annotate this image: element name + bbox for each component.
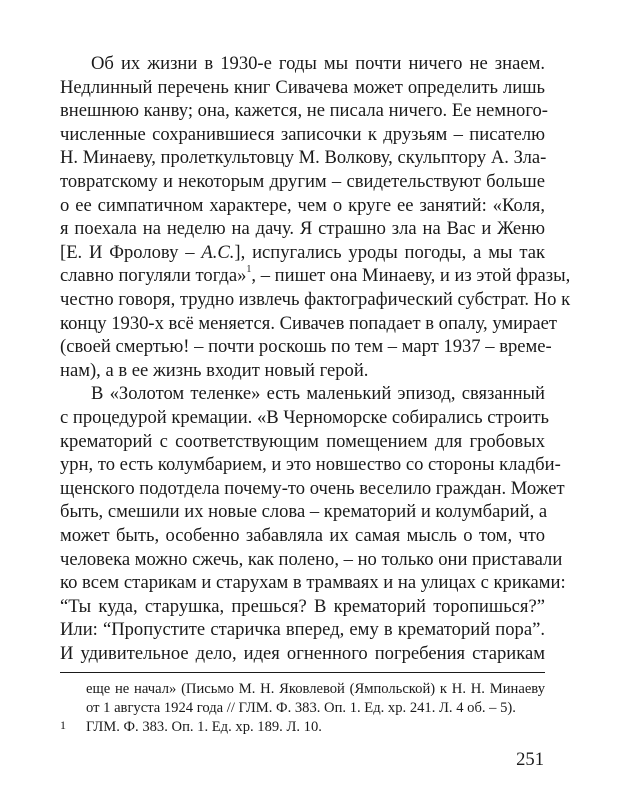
text-line: Об их жизни в 1930-е годы мы почти ничего не знаем. (91, 53, 545, 74)
text-line: И удивительное дело, идея огненного погребения старикам (60, 643, 545, 664)
text-line: человека можно сжечь, как полено, – но только они приставали (60, 548, 563, 570)
text-segment: , – пишет она Минаеву, и из этой фразы, (251, 265, 571, 287)
text-line: В «Золотом теленке» есть маленький эпизод, связанный (91, 383, 545, 405)
text-line: я поехала на неделю на дачу. Я страшно зла на Вас и Женю (60, 218, 545, 240)
text-segment: славно погуляли тогда» (60, 265, 247, 287)
text-line: (своей смертью! – почти роскошь по тем – март 1937 – време- (60, 336, 552, 358)
text-line: о ее симпатичном характере, чем о круге ее занятий: «Коля, (60, 194, 545, 216)
text-line: “Ты куда, старушка, прешься? В крематорий торопишься?” (60, 595, 545, 617)
footnote-continuation-line: еще не начал» (Письмо М. Н. Яковлевой (Ямпольской) к Н. Н. Минаеву (86, 680, 545, 697)
footnote-separator (60, 672, 545, 673)
text-line: с процедурой кремации. «В Черноморске собирались строить (60, 407, 549, 428)
text-line: нам), а в ее жизнь входит новый герой. (60, 359, 369, 381)
text-line: концу 1930-х всё меняется. Сивачев попадает в опалу, умирает (60, 312, 558, 334)
text-line: численные сохранившиеся записочки к друзьям – писателю (60, 123, 545, 145)
footnote-continuation-line: от 1 августа 1924 года // ГЛМ. Ф. 383. Оп. 1. Ед. хр. 241. Л. 4 об. – 5). (86, 699, 516, 716)
footnote-reference[interactable]: 1 (246, 264, 252, 276)
text-line: быть, смешили их новые слова – крематорий и колумбарий, а (60, 501, 548, 523)
text-line: может быть, особенно забавляла их самая мысль о том, что (60, 525, 545, 546)
footnote-text: ГЛМ. Ф. 383. Оп. 1. Ед. хр. 189. Л. 10. (86, 718, 322, 735)
author-initials: А.С. (201, 241, 235, 263)
text-line: внешнюю канву; она, кажется, не писала ничего. Ее немного- (60, 100, 548, 122)
text-line: урн, то есть колумбарием, и это новшество со стороны кладби- (60, 454, 561, 476)
text-line: ко всем старикам и старухам в трамваях и на улицах с криками: (60, 572, 566, 594)
footnote-marker: 1 (60, 717, 66, 732)
text-line: Или: “Пропустите старичка вперед, ему в крематорий пора”. (60, 619, 545, 641)
text-line: щенского подотдела почему-то очень веселило граждан. Может (60, 477, 565, 499)
text-line: товратскому и некоторым другим – свидетельствуют больше (60, 171, 545, 192)
text-line: честно говоря, трудно извлечь фактографический субстрат. Но к (60, 289, 571, 310)
page-number: 251 (516, 749, 544, 770)
text-line-with-footnote-ref (60, 264, 571, 288)
text-line: крематорий с соответствующим помещением для гробовых (60, 430, 545, 452)
text-line: Недлинный перечень книг Сивачева может определить лишь (60, 76, 545, 98)
text-line-with-italic (60, 241, 545, 265)
text-segment: [Е. И Фролову – (60, 241, 202, 263)
text-line: Н. Минаеву, пролеткультовцу М. Волкову, скульптору А. Зла- (60, 147, 547, 169)
text-segment: ], испугались уроды погоды, а мы так (234, 241, 546, 263)
